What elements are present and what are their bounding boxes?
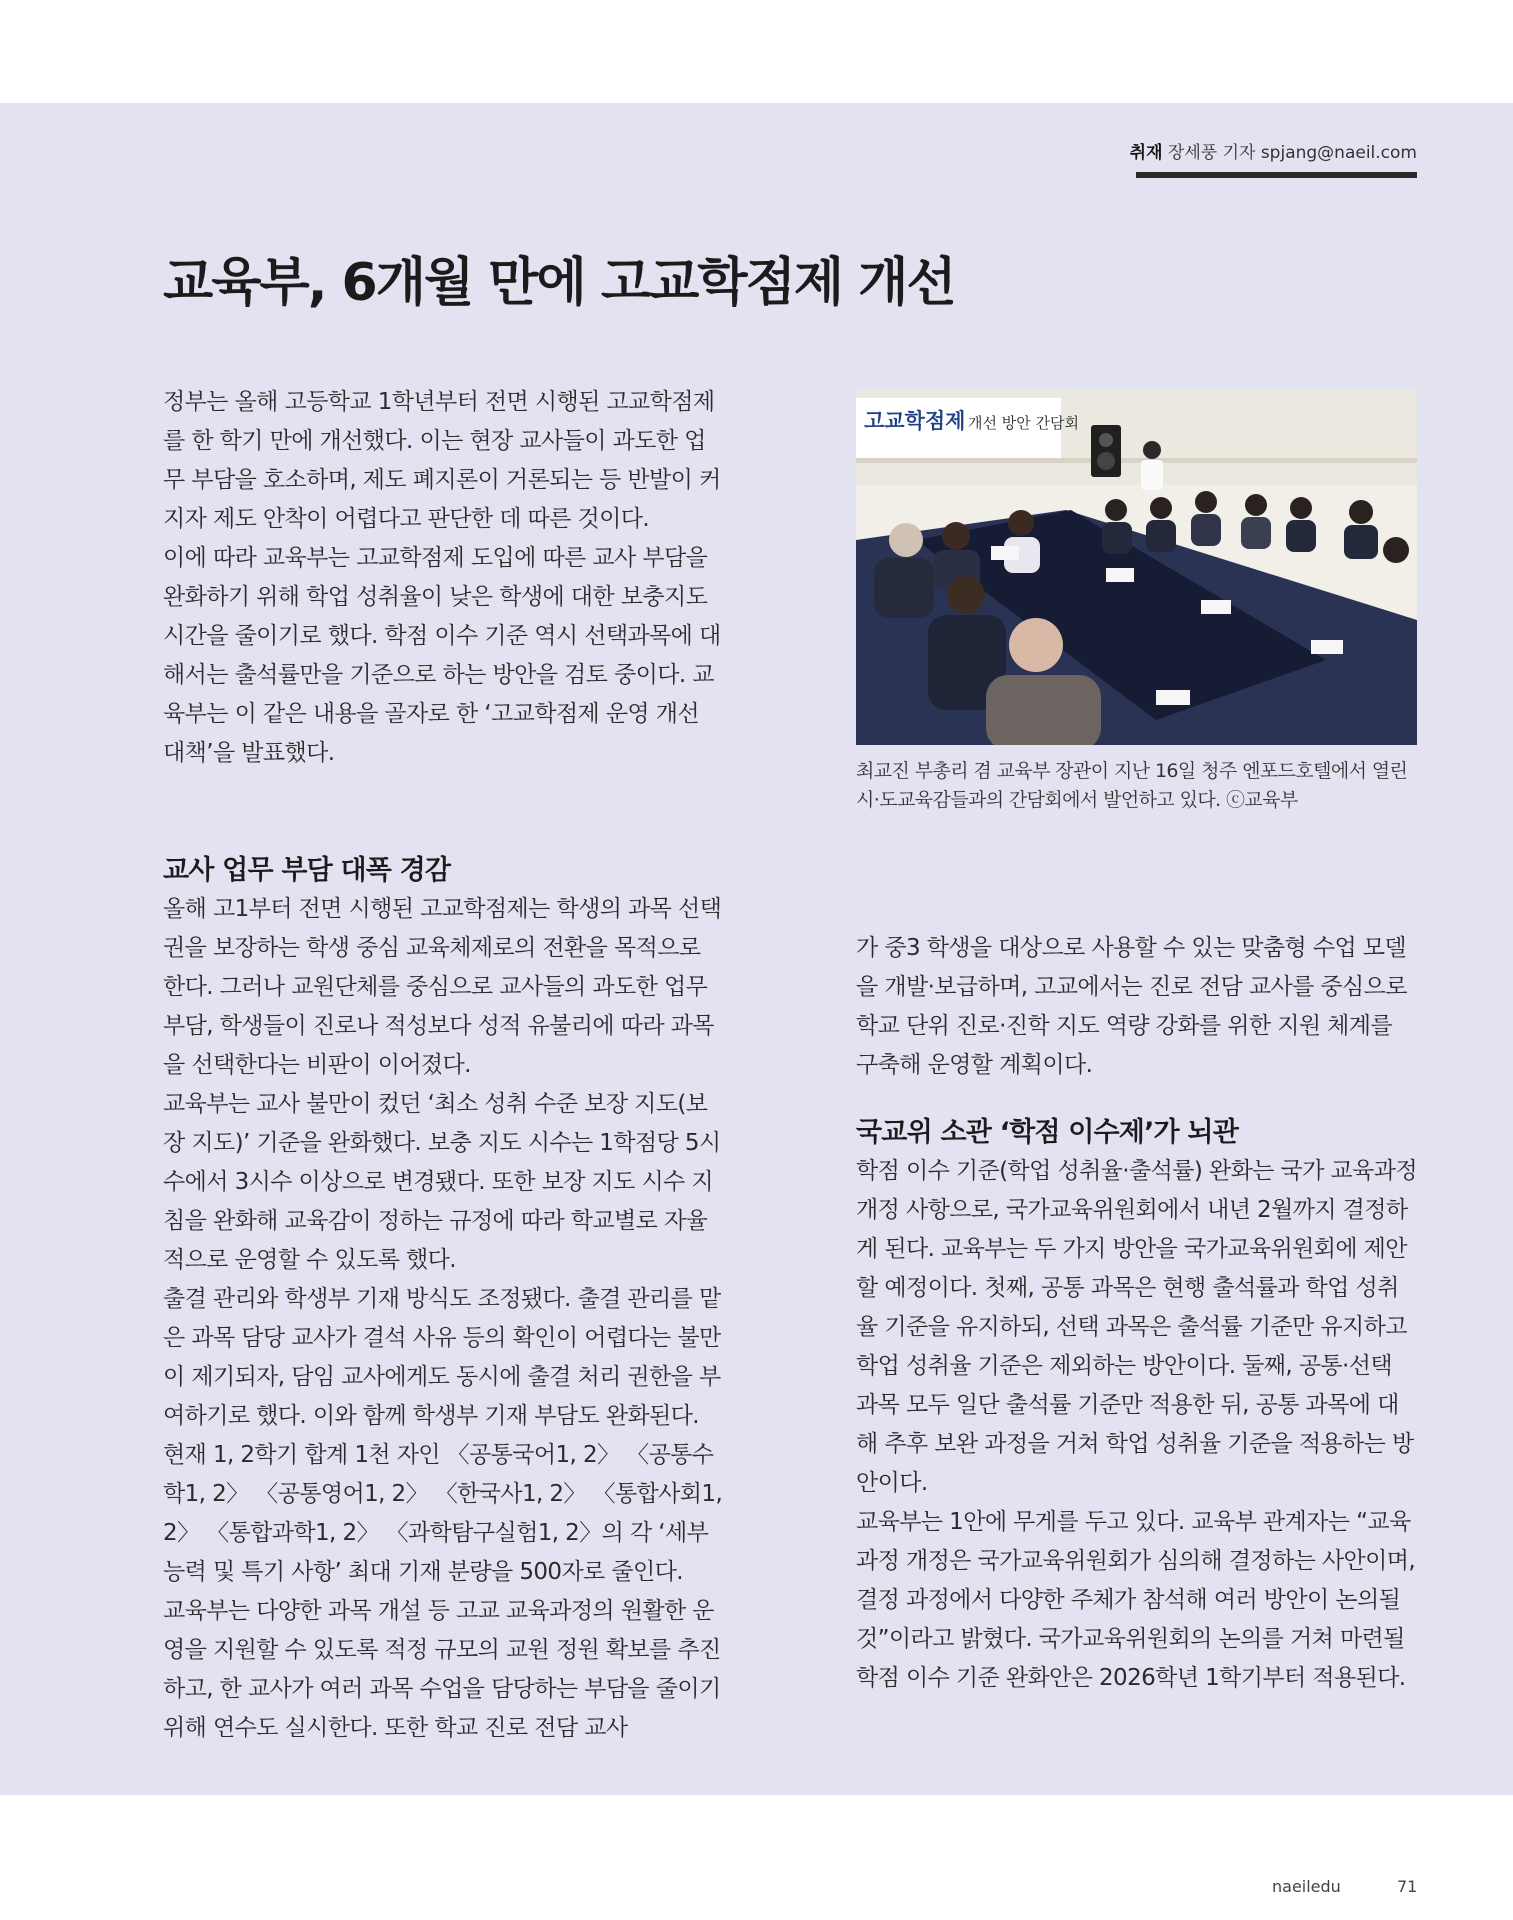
section2-heading: 국교위 소관 ‘학점 이수제’가 뇌관 xyxy=(856,1117,1238,1148)
section1-paragraph: 교육부는 교사 불만이 컸던 ‘최소 성취 수준 보장 지도(보장 지도)’ 기준을 완화했다. 보충 지도 시수는 1학점당 5시수에서 3시수 이상으로 변경됐다. 또한 보장 지도 시수 지침을 완화해 교육감이 정하는 규정에 따라 학교별로 자율적으로 운영할 수 있도록 했다. xyxy=(163,1091,721,1273)
section1-paragraph: 교육부는 다양한 과목 개설 등 고교 교육과정의 원활한 운영을 지원할 수 있도록 적정 규모의 교원 정원 확보를 추진하고, 한 교사가 여러 과목 수업을 담당하는 부담을 줄이기 위해 연수도 실시한다. 또한 학교 진로 전담 교사 xyxy=(163,1598,721,1741)
byline xyxy=(1130,138,1417,163)
column2-continuation: 가 중3 학생을 대상으로 사용할 수 있는 맞춤형 수업 모델을 개발·보급하며, 고교에서는 진로 전담 교사를 중심으로 학교 단위 진로·진학 지도 역량 강화를 위한 지원 체계를 구축해 운영할 계획이다. xyxy=(856,935,1407,1078)
photo-banner-title: 고교학점제 xyxy=(864,409,966,433)
intro-text xyxy=(163,383,725,773)
meeting-photo-illustration xyxy=(856,390,1417,745)
section2-paragraph: 학점 이수 기준(학업 성취율·출석률) 완화는 국가 교육과정 개정 사항으로, 국가교육위원회에서 내년 2월까지 결정하게 된다. 교육부는 두 가지 방안을 국가교육위원회에 제안할 예정이다. 첫째, 공통 과목은 현행 출석률과 학업 성취율 기준을 유지하되, 선택 과목은 출석률 기준만 유지하고 학업 성취율 기준은 제외하는 방안이다. 둘째, 공통·선택 과목 모두 일단 출석률 기준만 적용한 뒤, 공통 과목에 대해 추후 보완 과정을 거쳐 학업 성취율 기준을 적용하는 방안이다. xyxy=(856,1158,1417,1496)
photo-caption: 최교진 부총리 겸 교육부 장관이 지난 16일 청주 엔포드호텔에서 열린 시·도교육감들과의 간담회에서 발언하고 있다. ⓒ교육부 xyxy=(856,760,1408,811)
byline-label: 취재 xyxy=(1129,143,1163,163)
section1-paragraph: 올해 고1부터 전면 시행된 고교학점제는 학생의 과목 선택권을 보장하는 학생 중심 교육체제로의 전환을 목적으로 한다. 그러나 교원단체를 중심으로 교사들의 과도한 업무 부담, 학생들이 진로나 적성보다 성적 유불리에 따라 과목을 선택한다는 비판이 이어졌다. xyxy=(163,896,722,1078)
headline: 교육부, 6개월 만에 고교학점제 개선 xyxy=(163,253,955,313)
section1-text xyxy=(163,851,725,1748)
column2-text xyxy=(856,929,1418,1698)
page-number: 71 xyxy=(1397,1877,1418,1896)
intro-paragraph: 정부는 올해 고등학교 1학년부터 전면 시행된 고교학점제를 한 학기 만에 개선했다. 이는 현장 교사들이 과도한 업무 부담을 호소하며, 제도 폐지론이 거론되는 등 반발이 커지자 제도 안착이 어렵다고 판단한 데 따른 것이다. xyxy=(163,389,721,532)
section1-paragraph: 출결 관리와 학생부 기재 방식도 조정됐다. 출결 관리를 맡은 과목 담당 교사가 결석 사유 등의 확인이 어렵다는 불만이 제기되자, 담임 교사에게도 동시에 출결 처리 권한을 부여하기로 했다. 이와 함께 학생부 기재 부담도 완화된다. 현재 1, 2학기 합계 1천 자인 〈공통국어1, 2〉 〈공통수학1, 2〉 〈공통영어1, 2〉 〈한국사1, 2〉 〈통합사회1, 2〉 〈통합과학1, 2〉 〈과학탐구실험1, 2〉의 각 ‘세부 능력 및 특기 사항’ 최대 기재 분량을 500자로 줄인다. xyxy=(163,1286,723,1585)
intro-paragraph: 이에 따라 교육부는 고교학점제 도입에 따른 교사 부담을 완화하기 위해 학업 성취율이 낮은 학생에 대한 보충지도 시간을 줄이기로 했다. 학점 이수 기준 역시 선택과목에 대해서는 출석률만을 기준으로 하는 방안을 검토 중이다. 교육부는 이 같은 내용을 골자로 한 ‘고교학점제 운영 개선 대책’을 발표했다. xyxy=(163,545,721,766)
photo-banner-subtitle: 개선 방안 간담회 xyxy=(968,414,1079,432)
byline-text: 장세풍 기자 spjang@naeil.com xyxy=(1167,143,1417,163)
section1-heading: 교사 업무 부담 대폭 경감 xyxy=(163,855,451,886)
section2-paragraph: 교육부는 1안에 무게를 두고 있다. 교육부 관계자는 “교육과정 개정은 국가교육위원회가 심의해 결정하는 사안이며, 결정 과정에서 다양한 주체가 참석해 여러 방안이 논의될 것”이라고 밝혔다. 국가교육위원회의 논의를 거쳐 마련될 학점 이수 기준 완화안은 2026학년 1학기부터 적용된다. xyxy=(856,1509,1416,1691)
byline-divider xyxy=(1136,172,1417,178)
footer-brand: naeiledu xyxy=(1272,1877,1341,1896)
meeting-photo xyxy=(856,390,1417,745)
section-gap xyxy=(856,1085,1418,1113)
